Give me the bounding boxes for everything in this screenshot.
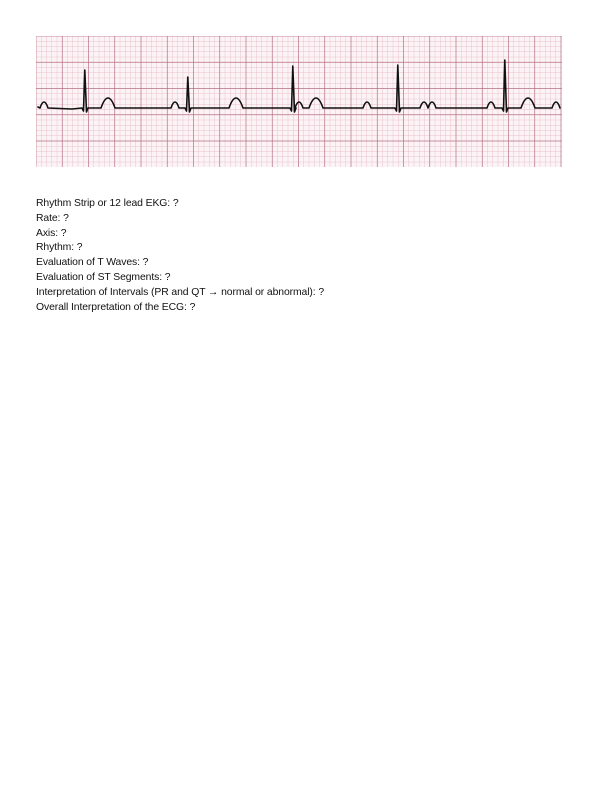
question-rate: Rate: ?: [36, 212, 69, 224]
question-overall-interpretation: Overall Interpretation of the ECG: ?: [36, 301, 196, 313]
question-axis: Axis: ?: [36, 227, 67, 239]
question-intervals: Interpretation of Intervals (PR and QT → normal or abnormal): ?: [36, 286, 325, 298]
ecg-rhythm-strip: [36, 36, 562, 167]
question-rhythm-strip-or-12-lead: Rhythm Strip or 12 lead EKG: ?: [36, 198, 179, 209]
question-t-waves: Evaluation of T Waves: ?: [36, 257, 149, 269]
question-rhythm: Rhythm: ?: [36, 242, 83, 254]
ecg-strip-image: [36, 36, 562, 167]
ecg-question-list: [36, 197, 324, 315]
question-st-segments: Evaluation of ST Segments: ?: [36, 271, 171, 283]
